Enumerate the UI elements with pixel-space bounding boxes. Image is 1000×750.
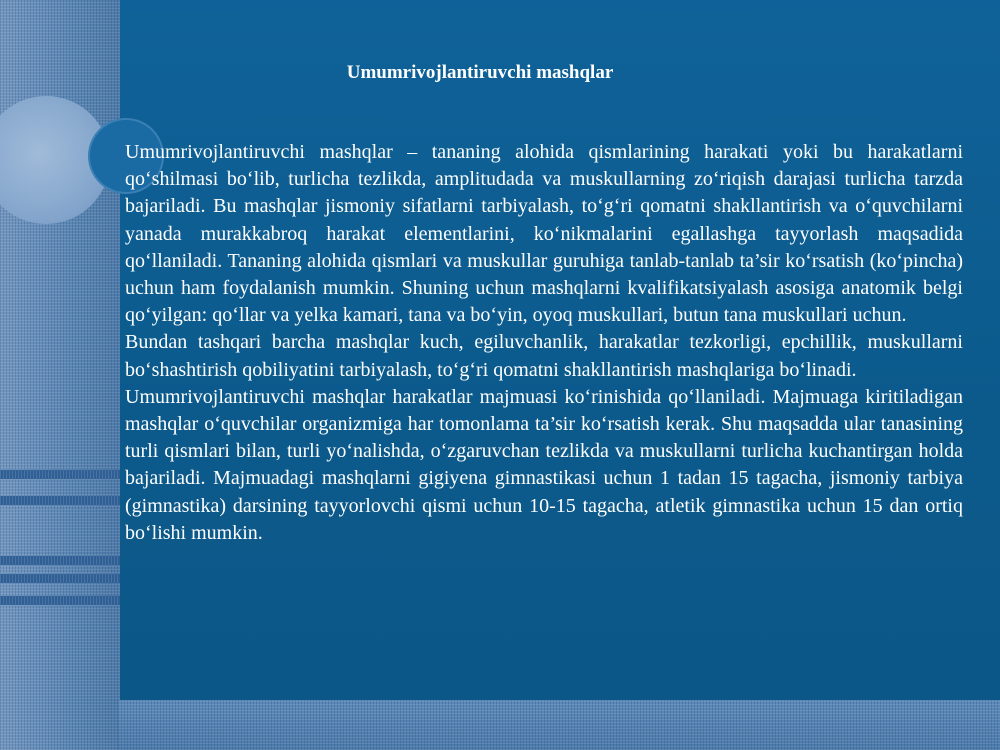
slide-body <box>125 139 963 547</box>
bottom-decorative-strip <box>118 700 1000 750</box>
decorative-band <box>0 496 120 505</box>
body-paragraph: Bundan tashqari barcha mashqlar kuch, egiluvchanlik, harakatlar tezkorligi, epchillik, muskullarni bo‘shashtirish qobiliyatini tarbiyalash, to‘g‘ri qomatni shakllantirish mashqlariga bo‘linadi. <box>125 331 963 381</box>
decorative-band <box>0 596 120 605</box>
decorative-band <box>0 574 120 583</box>
decorative-band <box>0 556 120 565</box>
body-paragraph: Umumrivojlantiruvchi mashqlar harakatlar majmuasi ko‘rinishida qo‘llaniladi. Majmuaga kiritiladigan mashqlar o‘quvchilar organizmiga har tomonlama ta’sir ko‘rsatish kerak. Shu maqsadda ular tanasining turli qismlari bilan, turli yo‘nalishda, o‘zgaruvchan tezlikda va muskullarni turlicha kuchantirgan holda bajariladi. Majmuadagi mashqlarni gigiyena gimnastikasi uchun 1 tadan 15 tagacha, jismoniy tarbiya (gimnastika) darsining tayyorlovchi qismi uchun 10-15 tagacha, atletik gimnastika uchun 15 dan ortiq bo‘lishi mumkin. <box>125 385 963 544</box>
decorative-band <box>0 470 120 479</box>
body-paragraph: Umumrivojlantiruvchi mashqlar – tananing alohida qismlarining harakati yoki bu harakatlarni qo‘shilmasi bo‘lib, turlicha tezlikda, amplitudada va muskullarning zo‘riqish darajasi turlicha tarzda bajariladi. Bu mashqlar jismoniy sifatlarni tarbiyalash, to‘g‘ri qomatni shakllantirish va o‘quvchilarni yanada murakkabroq harakat elementlarini, ko‘nikmalarini egallashga tayyorlash maqsadida qo‘llaniladi. Tananing alohida qismlari va muskullar guruhiga tanlab-tanlab ta’sir ko‘rsatish (ko‘pincha) uchun ham foydalanish mumkin. Shuning uchun mashqlarni kvalifikatsiyalash asosiga anatomik belgi qo‘yilgan: qo‘llar va yelka kamari, tana va bo‘yin, oyoq muskullari, butun tana muskullari uchun. <box>125 141 963 327</box>
slide-title: Umumrivojlantiruvchi mashqlar <box>346 62 614 83</box>
